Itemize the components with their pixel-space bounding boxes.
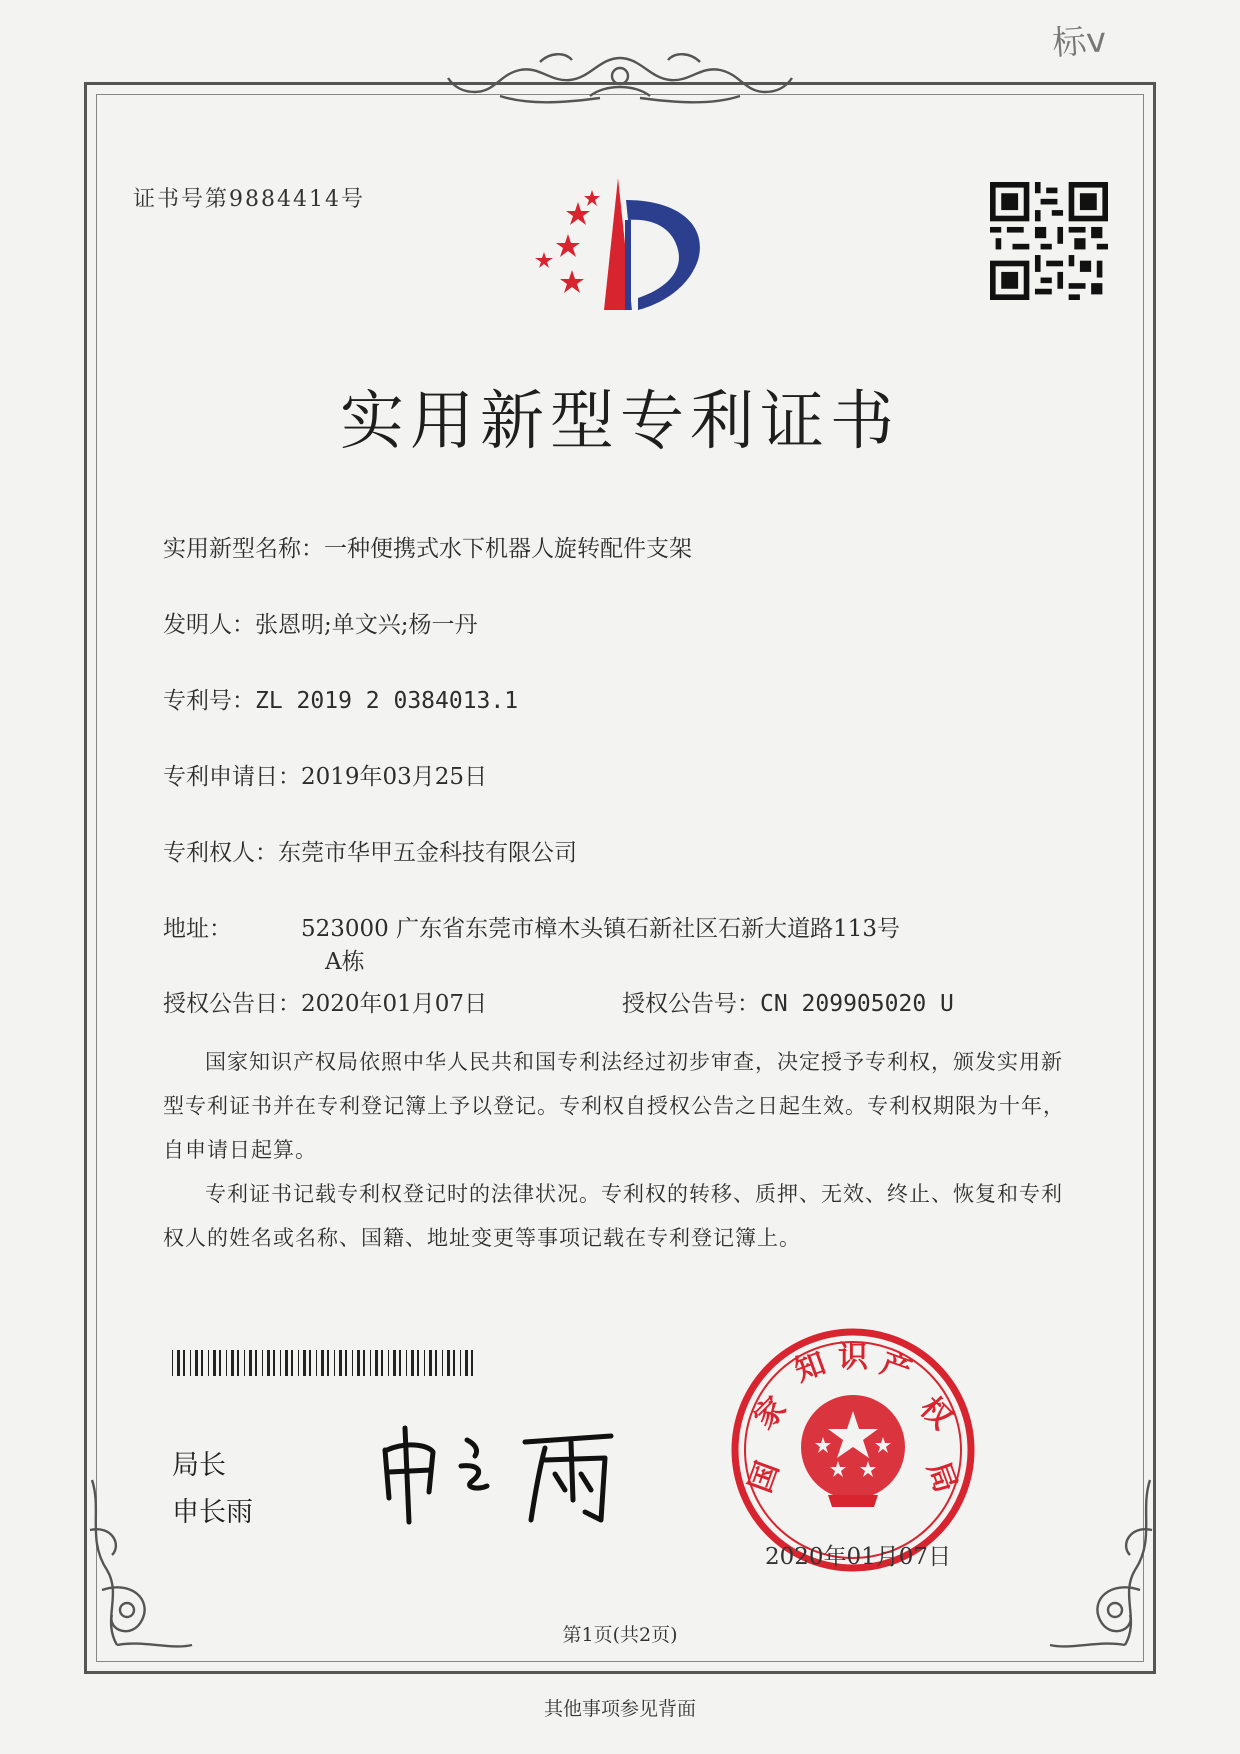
page-indicator: 第1页(共2页) bbox=[562, 1624, 678, 1646]
body-paragraph-1: 国家知识产权局依照中华人民共和国专利法经过初步审查，决定授予专利权，颁发实用新型专利证书并在专利登记簿上予以登记。专利权自授权公告之日起生效。专利权期限为十年，自申请日起算。 bbox=[163, 1050, 1065, 1162]
svg-text:国: 国 bbox=[742, 1457, 787, 1498]
certificate-number: 证书号第9884414号 bbox=[133, 187, 365, 212]
director-signature bbox=[375, 1420, 635, 1530]
patent-holder-row bbox=[163, 834, 577, 867]
address-label: 地址： bbox=[163, 916, 232, 942]
utility-name-value: 一种便携式水下机器人旋转配件支架 bbox=[324, 536, 692, 562]
patent-holder-label: 专利权人： bbox=[163, 840, 278, 866]
patent-number-label: 专利号： bbox=[163, 688, 255, 714]
svg-text:权: 权 bbox=[912, 1390, 959, 1437]
inventor-label: 发明人： bbox=[163, 612, 255, 638]
svg-text:识: 识 bbox=[838, 1340, 868, 1375]
patent-number-row bbox=[163, 682, 518, 715]
top-ornament-icon bbox=[440, 48, 800, 118]
grant-number-value: CN 209905020 U bbox=[760, 991, 954, 1017]
grant-date-label: 授权公告日： bbox=[163, 991, 301, 1017]
utility-name-label: 实用新型名称： bbox=[163, 536, 324, 562]
certificate-body bbox=[163, 1040, 1081, 1260]
patent-holder-value: 东莞市华甲五金科技有限公司 bbox=[278, 840, 577, 866]
address-line1: 523000 广东省东莞市樟木头镇石新社区石新大道路113号 bbox=[301, 916, 901, 942]
svg-text:家: 家 bbox=[747, 1390, 794, 1437]
svg-text:局: 局 bbox=[919, 1457, 964, 1498]
handwritten-mark: 标v bbox=[1050, 20, 1108, 64]
patent-number-value: ZL 2019 2 0384013.1 bbox=[255, 688, 519, 714]
qr-code-icon bbox=[990, 182, 1108, 300]
apply-date-value: 2019年03月25日 bbox=[301, 764, 488, 790]
director-name: 申长雨 bbox=[172, 1497, 253, 1528]
address-line2: A栋 bbox=[325, 949, 365, 975]
grant-date-value: 2020年01月07日 bbox=[301, 991, 488, 1017]
back-note: 其他事项参见背面 bbox=[543, 1698, 696, 1720]
apply-date-row bbox=[163, 758, 487, 791]
utility-name-row bbox=[163, 530, 692, 563]
patent-office-logo-icon bbox=[528, 170, 718, 320]
grant-row bbox=[163, 985, 487, 1018]
director-title: 局长 bbox=[172, 1450, 226, 1481]
apply-date-label: 专利申请日： bbox=[163, 764, 301, 790]
certificate-title: 实用新型专利证书 bbox=[340, 385, 900, 459]
inventor-row bbox=[163, 606, 478, 639]
svg-text:产: 产 bbox=[875, 1345, 916, 1390]
grant-number-row bbox=[622, 985, 954, 1018]
body-paragraph-2: 专利证书记载专利权登记时的法律状况。专利权的转移、质押、无效、终止、恢复和专利权人的姓名或名称、国籍、地址变更等事项记载在专利登记簿上。 bbox=[163, 1182, 1063, 1250]
seal-date: 2020年01月07日 bbox=[765, 1544, 952, 1570]
svg-text:知: 知 bbox=[790, 1345, 831, 1390]
grant-number-label: 授权公告号： bbox=[622, 991, 760, 1017]
inventor-value: 张恩明;单文兴;杨一丹 bbox=[255, 612, 478, 638]
address-row bbox=[163, 910, 900, 943]
barcode-icon bbox=[172, 1350, 477, 1376]
